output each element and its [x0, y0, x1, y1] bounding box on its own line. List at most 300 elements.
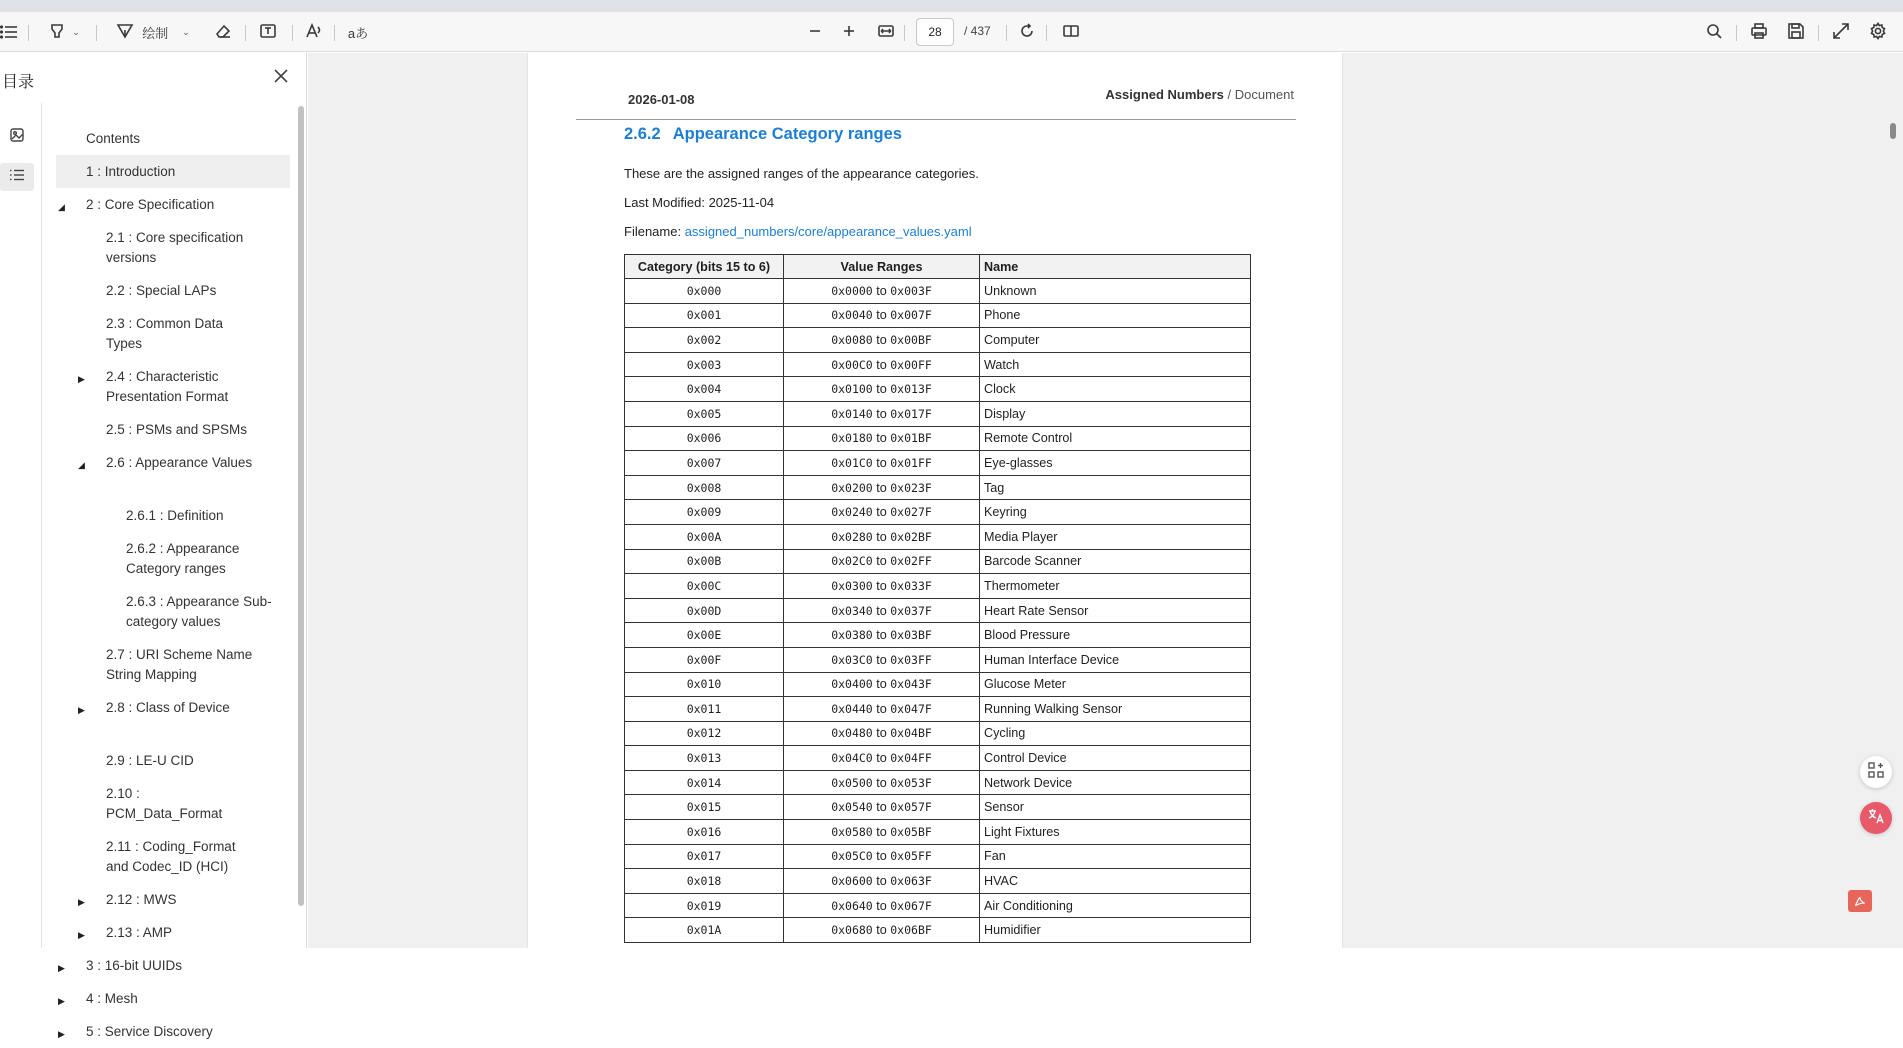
table-row: [625, 893, 1251, 918]
table-row: [625, 844, 1251, 869]
outline-sidebar: [0, 53, 307, 1039]
caret-collapsed-icon[interactable]: ▶: [78, 705, 85, 715]
value-range-cell: [784, 574, 980, 599]
value-range-cell: [784, 697, 980, 722]
filename-label: Filename:: [624, 224, 682, 239]
table-row: [625, 352, 1251, 377]
range-to-word: to: [876, 308, 887, 323]
category-cell: 0x001: [625, 303, 784, 328]
category-cell: 0x010: [625, 672, 784, 697]
sidebar-title: 目录: [2, 74, 35, 91]
outline-item-label: 2.11 : Coding_Format and Codec_ID (HCI): [106, 839, 236, 874]
browser-tab-strip: [0, 0, 1903, 12]
range-start: 0x0440: [831, 701, 873, 716]
name-cell: Keyring: [980, 500, 1251, 525]
outline-toggle-icon[interactable]: [0, 20, 18, 44]
draw-button[interactable]: [110, 20, 196, 44]
range-start: 0x02C0: [831, 554, 873, 569]
text-box-button[interactable]: [258, 20, 278, 44]
outline-item-label: 2 : Core Specification: [86, 197, 215, 212]
range-start: 0x0300: [831, 578, 873, 593]
category-cell: 0x008: [625, 475, 784, 500]
save-button[interactable]: [1786, 20, 1806, 44]
value-range-cell: [784, 475, 980, 500]
range-to-word: to: [876, 849, 887, 864]
outline-item-label: 2.3 : Common Data Types: [106, 316, 224, 351]
category-cell: 0x014: [625, 770, 784, 795]
category-cell: 0x003: [625, 352, 784, 377]
range-start: 0x0480: [831, 726, 873, 741]
value-range-cell: [784, 303, 980, 328]
apps-button[interactable]: [1860, 756, 1892, 788]
outline-item[interactable]: [56, 360, 290, 413]
table-row: [625, 451, 1251, 476]
header-title-sep: /: [1223, 87, 1235, 102]
name-cell: Remote Control: [980, 426, 1251, 451]
value-range-cell: [784, 918, 980, 943]
range-start: 0x0640: [831, 898, 873, 913]
value-range-cell: [784, 598, 980, 623]
range-start: 0x03C0: [831, 652, 873, 667]
chevron-down-icon: ⌄: [182, 26, 190, 37]
value-range-cell: [784, 451, 980, 476]
outline-item[interactable]: [56, 585, 290, 638]
outline-item[interactable]: [56, 532, 290, 585]
range-to-word: to: [876, 898, 887, 913]
last-modified-label: Last Modified:: [624, 195, 705, 210]
range-end: 0x027F: [890, 505, 932, 520]
translate-icon: [1867, 807, 1885, 830]
range-to-word: to: [876, 455, 887, 470]
name-cell: HVAC: [980, 869, 1251, 894]
page-total: / 437: [964, 24, 991, 38]
table-row: [625, 623, 1251, 648]
name-cell: Phone: [980, 303, 1251, 328]
last-modified-line: [624, 195, 774, 210]
name-cell: Watch: [980, 352, 1251, 377]
thumbnails-tab[interactable]: [0, 123, 34, 151]
category-cell: 0x00D: [625, 598, 784, 623]
outline-item[interactable]: [56, 413, 290, 446]
table-row: [625, 869, 1251, 894]
category-cell: 0x00F: [625, 647, 784, 672]
outline-item[interactable]: [56, 446, 290, 499]
name-cell: Human Interface Device: [980, 647, 1251, 672]
outline-item[interactable]: [56, 155, 290, 188]
name-cell: Glucose Meter: [980, 672, 1251, 697]
table-row: [625, 500, 1251, 525]
column-header-category: Category (bits 15 to 6): [625, 255, 784, 279]
outline-item-label: 2.4 : Characteristic Presentation Format: [106, 369, 229, 404]
draw-label: 绘制: [142, 25, 169, 41]
zoom-out-button[interactable]: [806, 20, 824, 44]
fit-width-icon: [877, 22, 895, 43]
value-range-cell: [784, 623, 980, 648]
range-start: 0x0100: [831, 382, 873, 397]
outline-item-label: 2.2 : Special LAPs: [106, 283, 217, 298]
range-to-word: to: [876, 800, 887, 815]
value-range-cell: [784, 549, 980, 574]
outline-item[interactable]: [56, 830, 290, 883]
toolbar-divider: [245, 25, 246, 41]
outline-item-label: Contents: [86, 131, 141, 146]
outline-item[interactable]: [56, 638, 290, 691]
category-cell: 0x002: [625, 328, 784, 353]
range-to-word: to: [876, 529, 887, 544]
zoom-in-button[interactable]: [840, 20, 858, 44]
caret-collapsed-icon[interactable]: ▶: [78, 897, 85, 907]
outline-item[interactable]: [56, 188, 290, 221]
category-cell: 0x00B: [625, 549, 784, 574]
range-end: 0x02BF: [890, 529, 932, 544]
last-modified-value: 2025-11-04: [708, 195, 775, 210]
table-row: [625, 820, 1251, 845]
sidebar-scrollbar[interactable]: [298, 106, 304, 906]
eraser-icon: [214, 22, 232, 43]
table-body: [625, 279, 1251, 943]
range-end: 0x053F: [890, 775, 932, 790]
range-start: 0x0680: [831, 923, 873, 938]
table-row: [625, 721, 1251, 746]
range-start: 0x0380: [831, 628, 873, 643]
range-to-word: to: [876, 332, 887, 347]
range-to-word: to: [876, 775, 887, 790]
caret-collapsed-icon[interactable]: ▶: [78, 374, 85, 384]
list-icon: [9, 167, 25, 188]
section-title: Appearance Category ranges: [672, 125, 902, 143]
name-cell: Tag: [980, 475, 1251, 500]
table-row: [625, 770, 1251, 795]
value-range-cell: [784, 820, 980, 845]
range-start: 0x0200: [831, 480, 873, 495]
range-end: 0x01FF: [890, 455, 932, 470]
outline-item[interactable]: [56, 691, 290, 744]
range-start: 0x0400: [831, 677, 873, 692]
outline-item[interactable]: [56, 307, 290, 360]
outline-item-label: 2.7 : URI Scheme Name String Mapping: [106, 647, 253, 682]
section-number: 2.6.2: [624, 125, 661, 143]
document-scrollbar-thumb[interactable]: [1890, 123, 1896, 139]
range-start: 0x0340: [831, 603, 873, 618]
outline-item[interactable]: [56, 221, 290, 274]
range-end: 0x043F: [890, 677, 932, 692]
category-cell: 0x012: [625, 721, 784, 746]
outline-item-label: 2.6.3 : Appearance Sub-category values: [126, 594, 272, 629]
range-end: 0x04FF: [890, 751, 932, 766]
range-start: 0x0500: [831, 775, 873, 790]
pen-icon: [116, 22, 134, 43]
chevron-down-icon: ⌄: [72, 26, 80, 37]
caret-collapsed-icon[interactable]: ▶: [58, 1029, 65, 1039]
range-start: 0x04C0: [831, 751, 873, 766]
name-cell: Light Fixtures: [980, 820, 1251, 845]
name-cell: Unknown: [980, 279, 1251, 304]
value-range-cell: [784, 721, 980, 746]
name-cell: Air Conditioning: [980, 893, 1251, 918]
column-header-name: Name: [980, 255, 1251, 279]
outline-item[interactable]: [56, 916, 290, 949]
read-aloud-button[interactable]: [304, 20, 324, 44]
name-cell: Running Walking Sensor: [980, 697, 1251, 722]
caret-collapsed-icon[interactable]: ▶: [58, 963, 65, 973]
category-cell: 0x007: [625, 451, 784, 476]
translate-glyph-icon: aあ: [347, 25, 369, 41]
table-row: [625, 426, 1251, 451]
outline-item-label: 2.8 : Class of Device: [106, 700, 230, 715]
range-start: 0x05C0: [831, 849, 873, 864]
range-end: 0x05BF: [890, 824, 932, 839]
range-end: 0x03BF: [890, 628, 932, 643]
name-cell: Sensor: [980, 795, 1251, 820]
outline-item-label: 2.13 : AMP: [106, 925, 173, 940]
fullscreen-button[interactable]: [1831, 20, 1851, 44]
name-cell: Heart Rate Sensor: [980, 598, 1251, 623]
toolbar-divider: [904, 25, 905, 41]
name-cell: Computer: [980, 328, 1251, 353]
outline-item[interactable]: [56, 1015, 290, 1048]
toolbar-divider: [1006, 25, 1007, 41]
category-cell: 0x019: [625, 893, 784, 918]
rotate-button[interactable]: [1017, 20, 1037, 44]
table-row: [625, 918, 1251, 943]
outline-item[interactable]: [56, 122, 290, 155]
range-end: 0x00BF: [890, 332, 932, 347]
range-end: 0x057F: [890, 800, 932, 815]
table-row: [625, 475, 1251, 500]
toolbar-divider: [96, 25, 97, 41]
page-header-title: [1105, 87, 1294, 102]
category-cell: 0x00C: [625, 574, 784, 599]
name-cell: Eye-glasses: [980, 451, 1251, 476]
outline-item-label: 2.9 : LE-U CID: [106, 753, 194, 768]
caret-expanded-icon[interactable]: ◢: [78, 460, 85, 470]
range-start: 0x0600: [831, 874, 873, 889]
value-range-cell: [784, 426, 980, 451]
range-start: 0x0040: [831, 308, 873, 323]
range-to-word: to: [876, 628, 887, 643]
category-cell: 0x018: [625, 869, 784, 894]
settings-button[interactable]: [1868, 20, 1888, 44]
range-start: 0x0240: [831, 505, 873, 520]
toolbar-divider: [1736, 25, 1737, 41]
outline-item-label: 2.6.2 : Appearance Category ranges: [126, 541, 240, 576]
page-view-button[interactable]: [1061, 20, 1081, 44]
table-row: [625, 524, 1251, 549]
close-sidebar-button[interactable]: [272, 67, 290, 85]
outline-item[interactable]: [56, 982, 290, 1015]
range-to-word: to: [876, 505, 887, 520]
table-row: [625, 746, 1251, 771]
name-cell: Thermometer: [980, 574, 1251, 599]
category-cell: 0x017: [625, 844, 784, 869]
range-end: 0x033F: [890, 578, 932, 593]
value-range-cell: [784, 672, 980, 697]
range-to-word: to: [876, 283, 887, 298]
table-header-row: [625, 255, 1251, 279]
range-start: 0x0000: [831, 283, 873, 298]
search-button[interactable]: [1704, 20, 1724, 44]
name-cell: Network Device: [980, 770, 1251, 795]
minus-icon: [806, 22, 824, 43]
range-start: 0x0580: [831, 824, 873, 839]
table-row: [625, 598, 1251, 623]
value-range-cell: [784, 770, 980, 795]
header-title-rest: Document: [1234, 87, 1294, 102]
add-apps-icon: [1867, 761, 1885, 784]
outline-item[interactable]: [56, 949, 290, 982]
table-row: [625, 672, 1251, 697]
page-number-input[interactable]: 28: [916, 18, 954, 46]
table-row: [625, 401, 1251, 426]
printer-icon: [1750, 22, 1768, 43]
range-end: 0x007F: [890, 308, 932, 323]
print-button[interactable]: [1749, 20, 1769, 44]
sidebar-rail: [0, 103, 42, 948]
header-title-bold: Assigned Numbers: [1105, 87, 1224, 102]
range-to-word: to: [876, 406, 887, 421]
outline-item-label: 3 : 16-bit UUIDs: [86, 958, 183, 973]
outline-item-label: 2.6.1 : Definition: [126, 508, 224, 523]
search-icon: [1705, 22, 1723, 43]
range-to-word: to: [876, 874, 887, 889]
caret-expanded-icon[interactable]: ◢: [58, 202, 65, 212]
value-range-cell: [784, 795, 980, 820]
range-to-word: to: [876, 382, 887, 397]
image-icon: [9, 127, 25, 148]
name-cell: Media Player: [980, 524, 1251, 549]
range-start: 0x0180: [831, 431, 873, 446]
outline-item[interactable]: [56, 499, 290, 532]
range-end: 0x01BF: [890, 431, 932, 446]
range-start: 0x0140: [831, 406, 873, 421]
outline-item[interactable]: [56, 777, 290, 830]
range-start: 0x0080: [831, 332, 873, 347]
pdf-app-icon[interactable]: [1848, 890, 1872, 912]
range-end: 0x02FF: [890, 554, 932, 569]
toolbar-divider: [28, 25, 29, 41]
toolbar-divider: [292, 25, 293, 41]
name-cell: Display: [980, 401, 1251, 426]
outline-item[interactable]: [56, 274, 290, 307]
save-icon: [1787, 22, 1805, 43]
range-to-word: to: [876, 923, 887, 938]
read-aloud-icon: [305, 22, 323, 43]
range-end: 0x00FF: [890, 357, 932, 372]
outline-item-label: 2.12 : MWS: [106, 892, 177, 907]
outline-item[interactable]: [56, 883, 290, 916]
highlight-button[interactable]: [42, 20, 86, 44]
value-range-cell: [784, 352, 980, 377]
value-range-cell: [784, 500, 980, 525]
column-header-value-ranges: Value Ranges: [784, 255, 980, 279]
gear-icon: [1869, 22, 1887, 43]
outline-tab[interactable]: [0, 163, 34, 191]
value-range-cell: [784, 647, 980, 672]
name-cell: Control Device: [980, 746, 1251, 771]
range-to-word: to: [876, 357, 887, 372]
toolbar-divider: [1046, 25, 1047, 41]
value-range-cell: [784, 869, 980, 894]
text-box-icon: [259, 22, 277, 43]
range-to-word: to: [876, 677, 887, 692]
page-view-icon: [1062, 22, 1080, 43]
pdf-page: [527, 53, 1343, 948]
value-range-cell: [784, 844, 980, 869]
name-cell: Barcode Scanner: [980, 549, 1251, 574]
toolbar-divider: [334, 25, 335, 41]
value-range-cell: [784, 524, 980, 549]
translate-float-button[interactable]: [1860, 802, 1892, 834]
range-end: 0x003F: [890, 283, 932, 298]
range-to-word: to: [876, 824, 887, 839]
rotate-icon: [1018, 22, 1036, 43]
table-row: [625, 549, 1251, 574]
appearance-category-table: [624, 254, 1251, 943]
name-cell: Cycling: [980, 721, 1251, 746]
category-cell: 0x006: [625, 426, 784, 451]
filename-line: [624, 224, 972, 239]
value-range-cell: [784, 377, 980, 402]
category-cell: 0x015: [625, 795, 784, 820]
value-range-cell: [784, 279, 980, 304]
range-end: 0x063F: [890, 874, 932, 889]
caret-collapsed-icon[interactable]: ▶: [58, 996, 65, 1006]
table-row: [625, 303, 1251, 328]
value-range-cell: [784, 328, 980, 353]
category-cell: 0x01A: [625, 918, 784, 943]
category-cell: 0x011: [625, 697, 784, 722]
range-end: 0x047F: [890, 701, 932, 716]
value-range-cell: [784, 893, 980, 918]
range-start: 0x0280: [831, 529, 873, 544]
highlighter-icon: [48, 22, 66, 43]
range-end: 0x023F: [890, 480, 932, 495]
filename-link[interactable]: assigned_numbers/core/appearance_values.yaml: [684, 224, 972, 239]
range-to-word: to: [876, 603, 887, 618]
outline-item[interactable]: [56, 744, 290, 777]
category-cell: 0x013: [625, 746, 784, 771]
caret-collapsed-icon[interactable]: ▶: [78, 930, 85, 940]
outline-item-label: 2.1 : Core specification versions: [106, 230, 244, 265]
range-to-word: to: [876, 578, 887, 593]
table-row: [625, 795, 1251, 820]
outline-item-label: 2.6 : Appearance Values: [106, 455, 253, 470]
category-cell: 0x00E: [625, 623, 784, 648]
fit-width-button[interactable]: [876, 20, 896, 44]
translate-button[interactable]: [346, 20, 370, 44]
range-to-word: to: [876, 701, 887, 716]
range-end: 0x017F: [890, 406, 932, 421]
range-end: 0x037F: [890, 603, 932, 618]
toolbar-divider: [1818, 25, 1819, 41]
name-cell: Blood Pressure: [980, 623, 1251, 648]
close-icon: [272, 72, 290, 89]
plus-icon: [840, 22, 858, 43]
eraser-button[interactable]: [213, 20, 233, 44]
value-range-cell: [784, 746, 980, 771]
category-cell: 0x005: [625, 401, 784, 426]
range-start: 0x01C0: [831, 455, 873, 470]
header-rule: [576, 119, 1296, 120]
category-cell: 0x004: [625, 377, 784, 402]
table-row: [625, 328, 1251, 353]
expand-icon: [1832, 22, 1850, 43]
range-start: 0x0540: [831, 800, 873, 815]
outline-item-label: 5 : Service Discovery: [86, 1024, 213, 1039]
range-to-word: to: [876, 554, 887, 569]
range-end: 0x03FF: [890, 652, 932, 667]
range-to-word: to: [876, 751, 887, 766]
